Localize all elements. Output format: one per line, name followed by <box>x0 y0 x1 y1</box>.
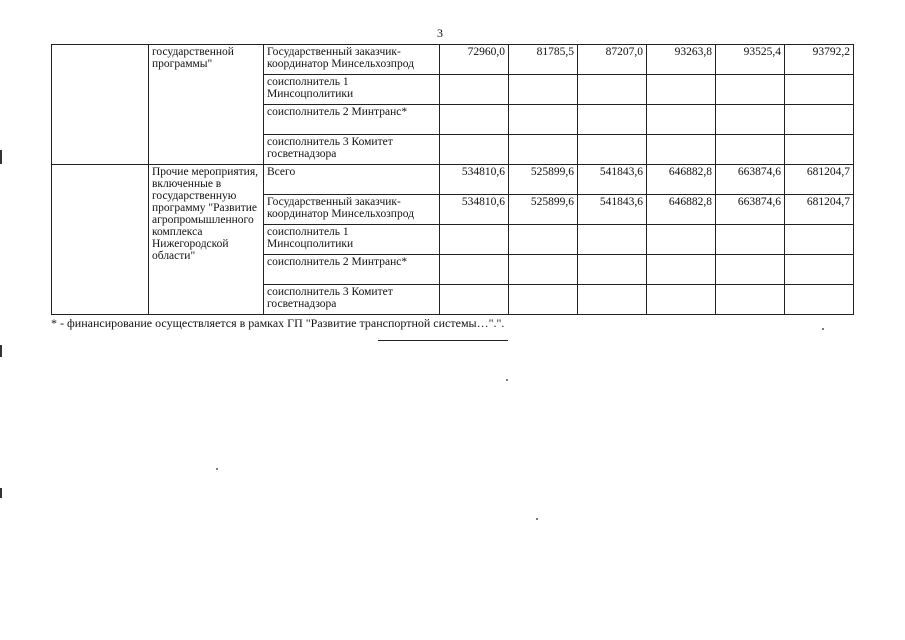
participant-label-cell: соисполнитель 2 Минтранс* <box>264 105 440 135</box>
participant-label-cell: соисполнитель 2 Минтранс* <box>264 255 440 285</box>
scan-edge-mark <box>0 150 2 164</box>
participant-label-cell: Государственный заказчик-координатор Минсельхозпрод <box>264 45 440 75</box>
amount-cell <box>716 135 785 165</box>
participant-label-cell: соисполнитель 1 Минсоцполитики <box>264 225 440 255</box>
amount-cell <box>509 225 578 255</box>
amount-cell: 646882,8 <box>647 165 716 195</box>
participant-label-cell: соисполнитель 3 Комитет госветнадзора <box>264 135 440 165</box>
amount-cell <box>578 255 647 285</box>
amount-cell <box>785 285 854 315</box>
participant-label-cell: Государственный заказчик-координатор Минсельхозпрод <box>264 195 440 225</box>
amount-cell: 681204,7 <box>785 195 854 225</box>
amount-cell <box>578 135 647 165</box>
amount-cell: 525899,6 <box>509 165 578 195</box>
amount-cell <box>509 135 578 165</box>
scan-edge-mark <box>0 488 2 498</box>
amount-cell <box>716 225 785 255</box>
funding-table <box>51 44 854 315</box>
participant-label-cell: соисполнитель 3 Комитет госветнадзора <box>264 285 440 315</box>
amount-cell <box>647 105 716 135</box>
amount-cell: 534810,6 <box>440 195 509 225</box>
participant-label-cell: Всего <box>264 165 440 195</box>
amount-cell: 681204,7 <box>785 165 854 195</box>
amount-cell <box>578 285 647 315</box>
amount-cell <box>440 225 509 255</box>
amount-cell <box>716 105 785 135</box>
amount-cell <box>509 255 578 285</box>
amount-cell <box>440 135 509 165</box>
amount-cell <box>440 255 509 285</box>
amount-cell <box>647 285 716 315</box>
amount-cell <box>716 285 785 315</box>
amount-cell <box>647 225 716 255</box>
scan-speck <box>822 328 824 330</box>
table-row <box>52 165 854 195</box>
amount-cell <box>785 135 854 165</box>
table-body <box>52 45 854 315</box>
amount-cell <box>785 225 854 255</box>
amount-cell: 663874,6 <box>716 165 785 195</box>
amount-cell: 87207,0 <box>578 45 647 75</box>
amount-cell <box>716 75 785 105</box>
amount-cell <box>647 75 716 105</box>
amount-cell <box>578 75 647 105</box>
amount-cell <box>509 75 578 105</box>
amount-cell: 93792,2 <box>785 45 854 75</box>
amount-cell: 541843,6 <box>578 165 647 195</box>
scan-speck <box>216 468 218 470</box>
amount-cell: 646882,8 <box>647 195 716 225</box>
amount-cell <box>578 225 647 255</box>
participant-label-cell: соисполнитель 1 Минсоцполитики <box>264 75 440 105</box>
amount-cell <box>716 255 785 285</box>
footnote: * - финансирование осуществляется в рамках ГП "Развитие транспортной системы…".". <box>51 316 505 330</box>
amount-cell: 663874,6 <box>716 195 785 225</box>
end-rule <box>378 340 508 341</box>
amount-cell <box>647 135 716 165</box>
amount-cell: 541843,6 <box>578 195 647 225</box>
index-cell <box>52 45 149 165</box>
scan-speck <box>506 379 508 381</box>
amount-cell: 93263,8 <box>647 45 716 75</box>
amount-cell <box>509 105 578 135</box>
amount-cell: 93525,4 <box>716 45 785 75</box>
amount-cell <box>440 285 509 315</box>
page-number: 3 <box>437 26 443 40</box>
amount-cell <box>440 75 509 105</box>
program-name-cell: Прочие мероприятия, включенные в государственную программу "Развитие агропромышленного комплекса Нижегородской области" <box>149 165 264 315</box>
amount-cell: 534810,6 <box>440 165 509 195</box>
amount-cell: 81785,5 <box>509 45 578 75</box>
program-name-cell: государственной программы" <box>149 45 264 165</box>
table-row <box>52 45 854 75</box>
amount-cell <box>440 105 509 135</box>
amount-cell <box>785 255 854 285</box>
scan-edge-mark <box>0 345 2 357</box>
amount-cell <box>647 255 716 285</box>
scan-speck <box>536 518 538 520</box>
amount-cell <box>785 105 854 135</box>
amount-cell: 525899,6 <box>509 195 578 225</box>
amount-cell <box>578 105 647 135</box>
amount-cell <box>785 75 854 105</box>
amount-cell <box>509 285 578 315</box>
amount-cell: 72960,0 <box>440 45 509 75</box>
index-cell <box>52 165 149 315</box>
